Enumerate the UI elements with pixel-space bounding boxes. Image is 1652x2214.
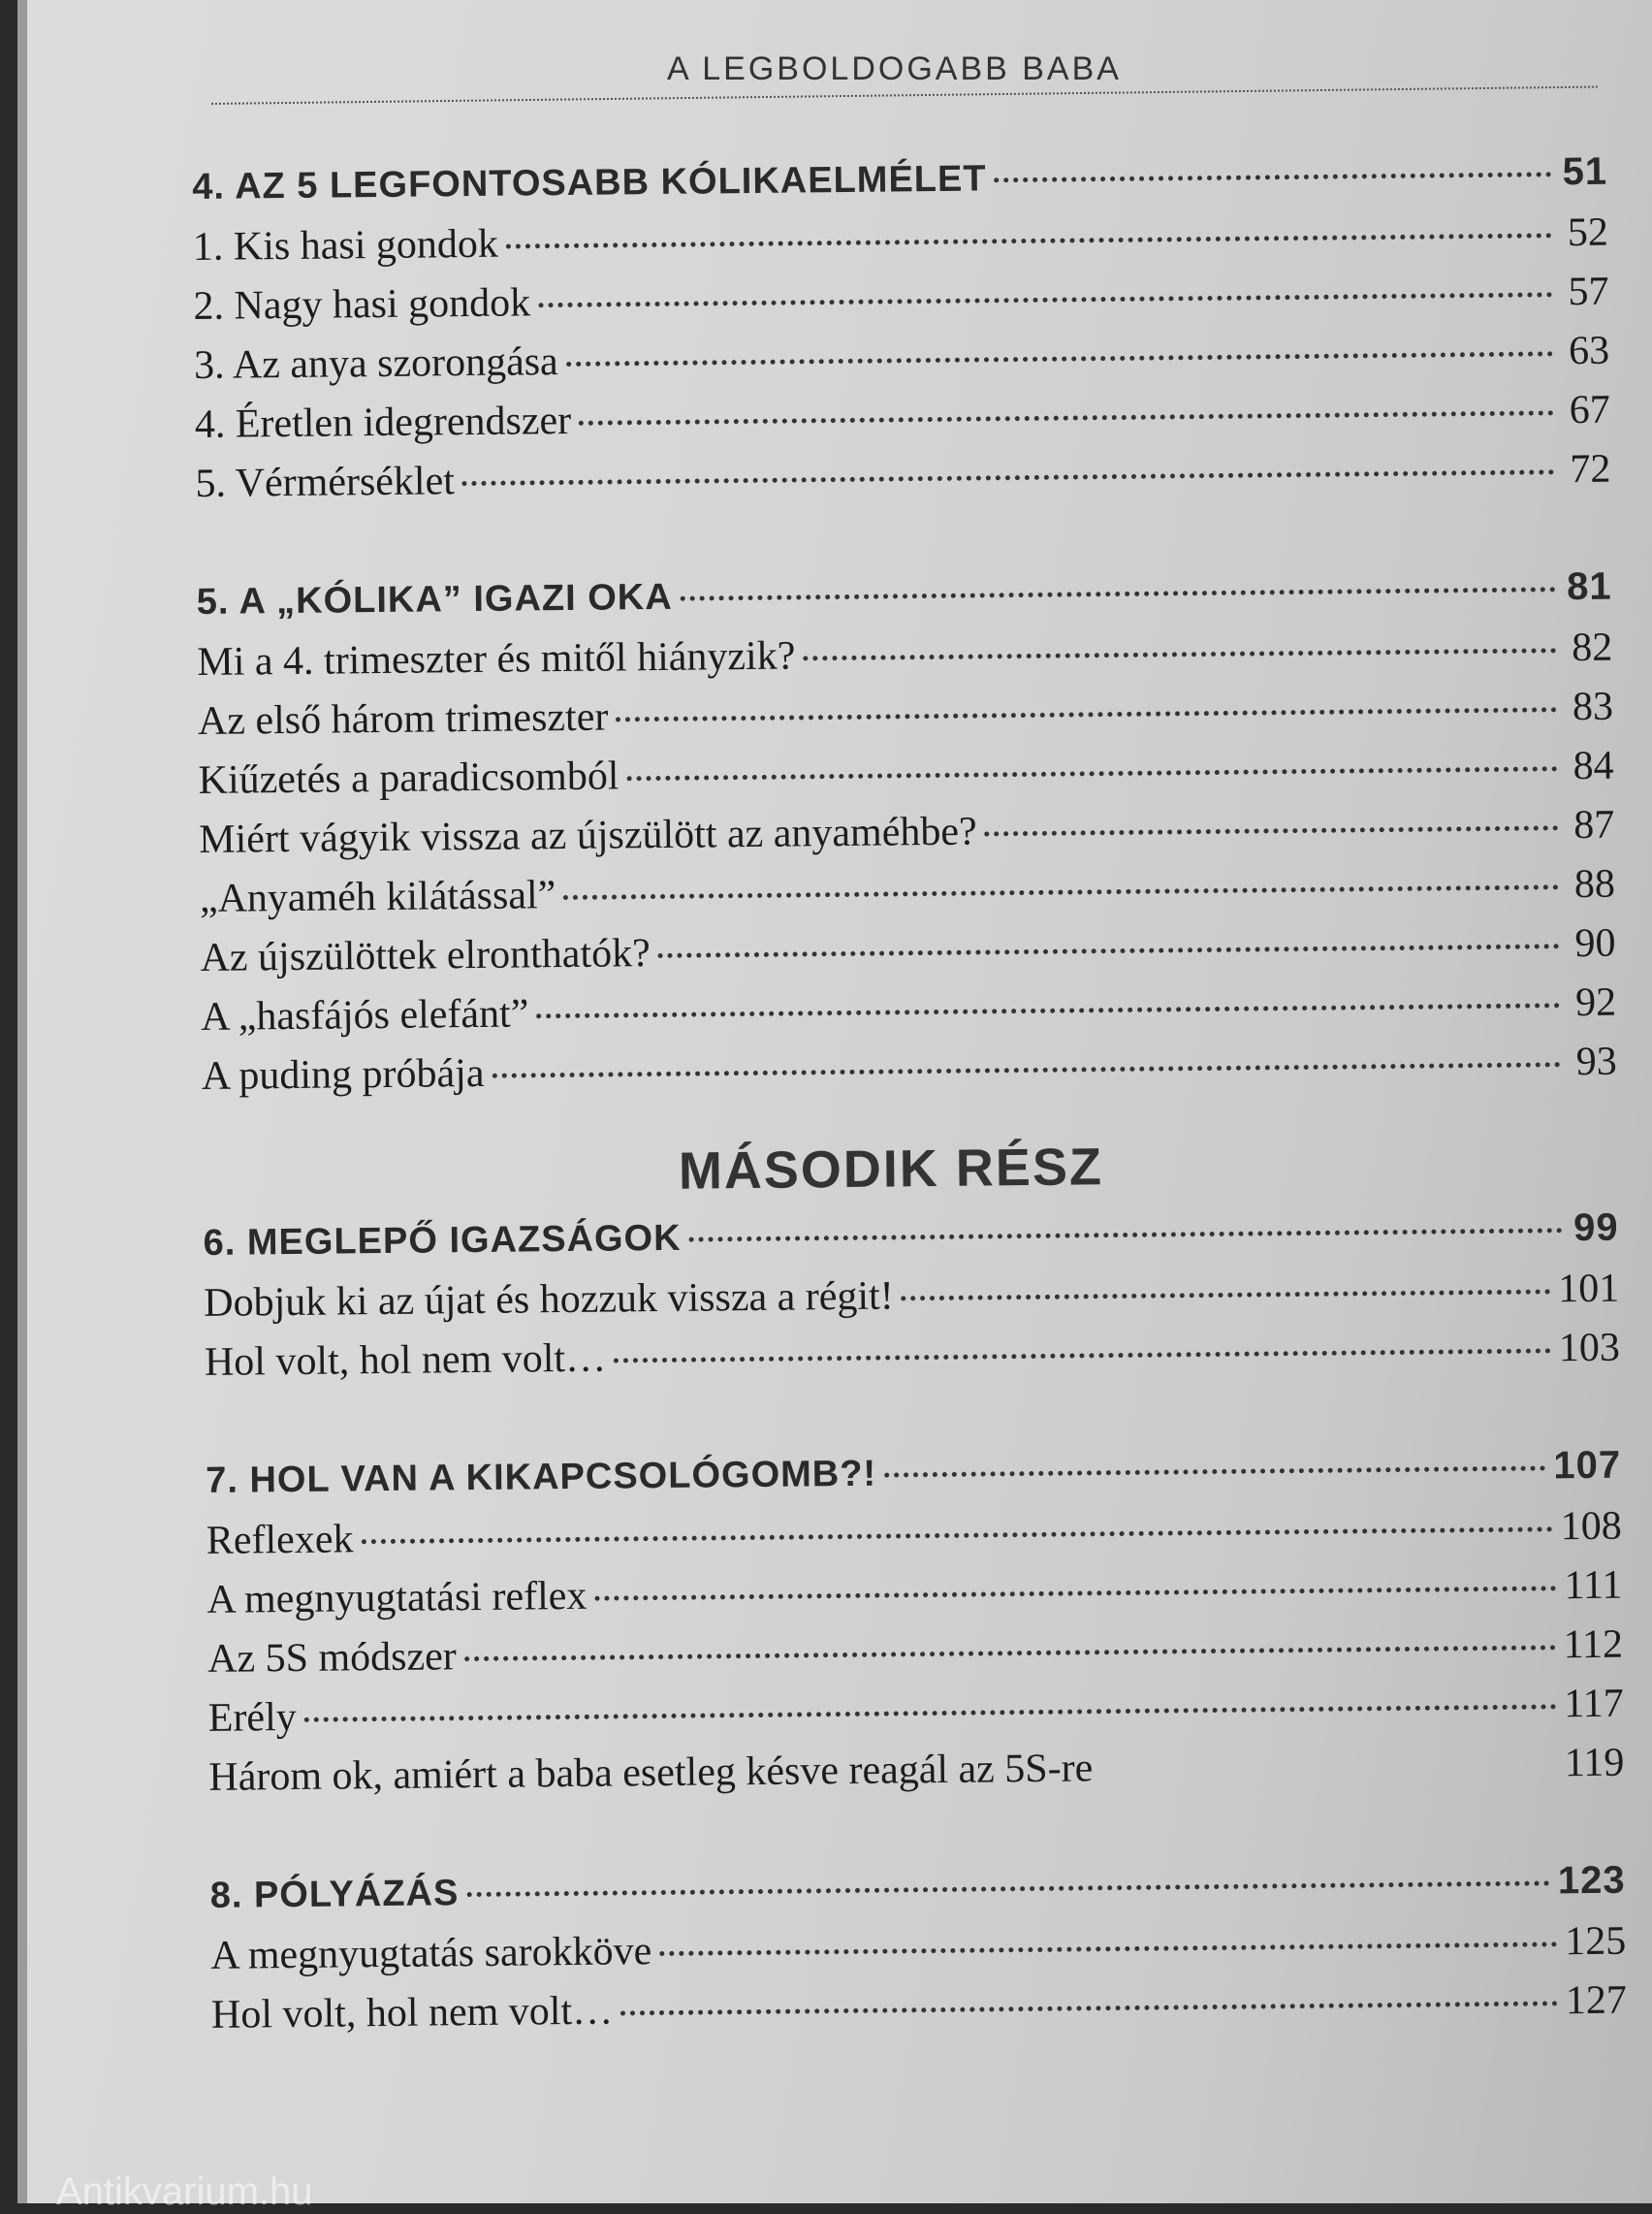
dot-leader — [902, 1289, 1551, 1300]
entry-title: A „hasfájós elefánt” — [200, 991, 529, 1040]
dot-leader — [658, 944, 1560, 958]
dot-leader — [689, 1228, 1563, 1241]
header-rule — [211, 86, 1598, 105]
entry-title: Dobjuk ki az újat és hozzuk vissza a régit! — [204, 1273, 894, 1326]
dot-leader — [620, 2001, 1558, 2015]
dot-leader — [361, 1526, 1552, 1544]
dot-leader — [616, 707, 1557, 722]
dot-leader — [614, 1348, 1551, 1363]
page-number: 88 — [1573, 861, 1616, 908]
entry-title: Kiűzetés a paradicsomból — [198, 754, 620, 803]
entry-title: Három ok, amiért a baba esetleg késve reagál az 5S-re — [208, 1746, 1094, 1800]
dot-leader — [626, 766, 1557, 781]
entry-title: A puding próbája — [201, 1050, 485, 1099]
page-number: 63 — [1568, 328, 1610, 374]
dot-leader — [464, 1645, 1556, 1661]
table-of-contents — [192, 150, 1627, 2051]
page-number: 87 — [1573, 802, 1615, 849]
page-number: 117 — [1564, 1681, 1624, 1727]
dot-leader — [659, 1941, 1557, 1956]
page-number: 125 — [1565, 1918, 1627, 1965]
page-number: 108 — [1560, 1503, 1623, 1550]
page-number: 57 — [1568, 269, 1609, 315]
entry-title: Az 5S módszer — [206, 1634, 457, 1682]
page-number: 72 — [1570, 446, 1611, 493]
dot-leader — [803, 648, 1556, 660]
entry-title: Az újszülöttek elronthatók? — [200, 931, 651, 980]
dot-leader — [462, 469, 1555, 486]
page-number: 93 — [1575, 1039, 1618, 1085]
chapter-title: 4. AZ 5 LEGFONTOSABB KÓLIKAELMÉLET — [192, 158, 987, 208]
page-number: 127 — [1565, 1977, 1628, 2024]
page-number: 92 — [1574, 979, 1617, 1026]
book-page — [17, 0, 1652, 2213]
dot-leader — [681, 587, 1556, 600]
entry-title: 4. Éretlen idegrendszer — [194, 398, 572, 447]
entry-title: Reflexek — [206, 1517, 354, 1563]
dot-leader — [536, 1003, 1560, 1018]
entry-title: 2. Nagy hasi gondok — [193, 280, 531, 329]
page-number: 99 — [1573, 1205, 1619, 1250]
entry-title: Az első három trimeszter — [197, 694, 609, 744]
watermark: Antikvarium.hu — [56, 2170, 313, 2213]
page-number: 52 — [1567, 209, 1609, 256]
page-number: 112 — [1563, 1621, 1624, 1668]
dot-leader — [995, 172, 1552, 182]
entry-title: 3. Az anya szorongása — [193, 339, 558, 388]
page-number: 83 — [1572, 684, 1614, 730]
page-number: 107 — [1553, 1443, 1622, 1488]
chapter-title: 8. PÓLYÁZÁS — [209, 1873, 460, 1916]
entry-title: „Anyaméh kilátással” — [199, 873, 556, 921]
entry-title: Mi a 4. trimeszter és mitől hiányzik? — [197, 633, 796, 685]
entry-title: 1. Kis hasi gondok — [192, 221, 499, 270]
entry-title: Hol volt, hol nem volt… — [210, 1988, 614, 2038]
page-number: 67 — [1569, 387, 1610, 433]
entry-title: A megnyugtatás sarokköve — [210, 1929, 652, 1978]
entry-title: Erély — [207, 1694, 297, 1741]
page-number: 84 — [1573, 743, 1614, 789]
dot-leader — [566, 351, 1553, 367]
page-number: 90 — [1574, 920, 1616, 967]
page-number: 51 — [1562, 149, 1608, 194]
dot-leader — [492, 1062, 1560, 1078]
page-number: 119 — [1564, 1740, 1625, 1786]
part-title: MÁSODIK RÉSZ — [678, 1138, 1104, 1201]
dot-leader — [563, 884, 1559, 900]
dot-leader — [304, 1704, 1557, 1722]
dot-leader — [466, 1880, 1550, 1897]
dot-leader — [538, 292, 1552, 307]
dot-leader — [985, 825, 1559, 836]
chapter-title: 7. HOL VAN A KIKAPCSOLÓGOMB?! — [205, 1453, 877, 1501]
entry-title: Hol volt, hol nem volt… — [204, 1335, 607, 1385]
page-number: 123 — [1557, 1858, 1626, 1903]
entry-title: 5. Vérmérséklet — [195, 459, 456, 506]
chapter-title: 6. MEGLEPŐ IGAZSÁGOK — [203, 1217, 682, 1264]
page-number: 103 — [1558, 1325, 1621, 1371]
dot-leader — [506, 233, 1552, 248]
page-number: 81 — [1566, 564, 1612, 609]
dot-leader — [579, 410, 1554, 426]
dot-leader — [884, 1465, 1545, 1477]
page-number: 111 — [1564, 1562, 1623, 1609]
entry-title: A megnyugtatási reflex — [206, 1573, 588, 1622]
running-head: A LEGBOLDOGABB BABA — [667, 50, 1122, 87]
dot-leader — [594, 1586, 1556, 1600]
entry-title: Miért vágyik vissza az újszülött az anyaméhbe? — [199, 809, 977, 862]
chapter-title: 5. A „KÓLIKA” IGAZI OKA — [196, 576, 673, 623]
page-number: 101 — [1557, 1266, 1620, 1312]
page-number: 82 — [1572, 625, 1613, 671]
